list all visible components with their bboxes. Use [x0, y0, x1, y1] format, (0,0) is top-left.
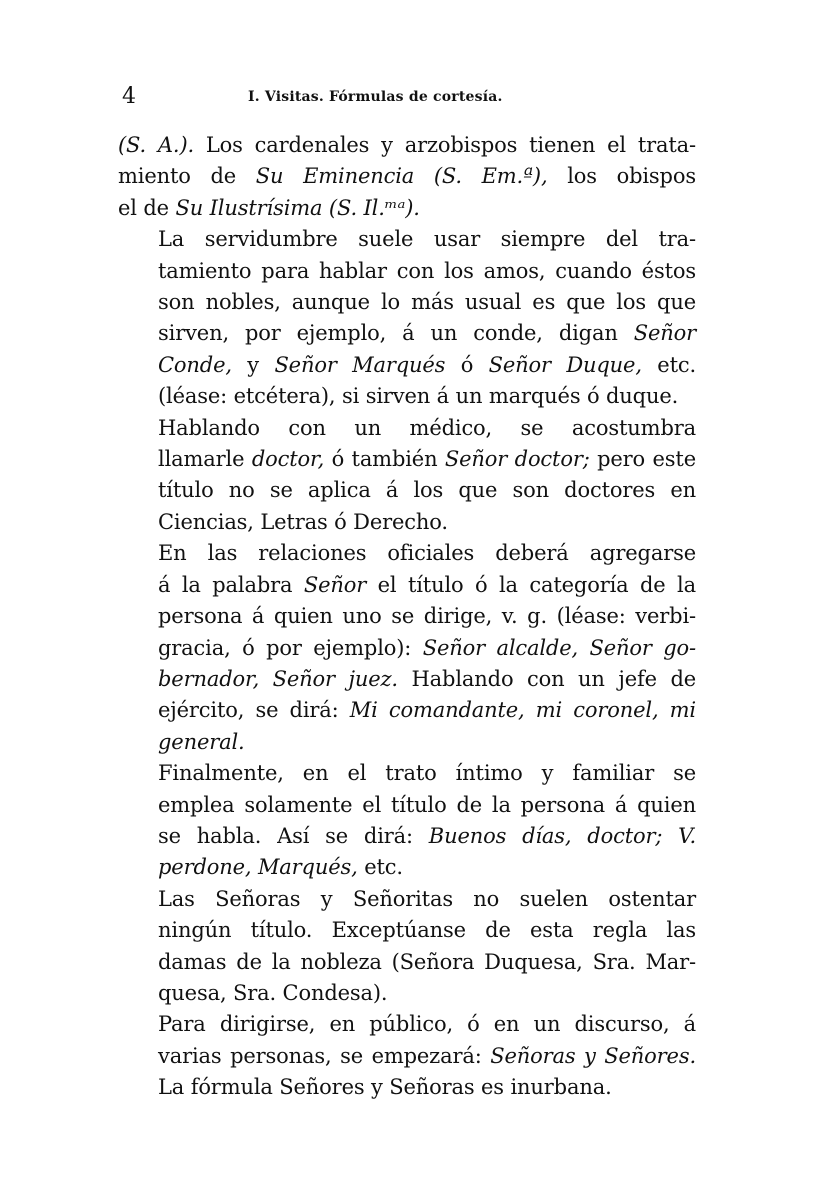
text-line	[118, 475, 696, 506]
text-line	[118, 130, 696, 161]
text-segment: son nobles, aunque lo más usual es que los que	[158, 290, 696, 315]
text-line	[118, 224, 696, 255]
text-segment: Ciencias, Letras ó Derecho.	[158, 509, 448, 534]
text-line	[118, 256, 696, 287]
text-line	[118, 915, 696, 946]
text-segment: En las relaciones oficiales deberá agregarse	[158, 541, 696, 566]
text-segment: se habla. Así se dirá:	[158, 823, 429, 848]
text-line	[118, 350, 696, 381]
italic-text: Su Eminencia (S. Em.ª),	[255, 164, 548, 189]
text-segment: llamarle	[158, 447, 252, 472]
text-segment: ó	[445, 352, 489, 377]
text-line	[118, 884, 696, 915]
paragraph	[118, 758, 696, 884]
text-line	[118, 1041, 696, 1072]
text-segment: Hablando con un médico, se acostumbra	[158, 415, 696, 440]
paragraph	[118, 884, 696, 1010]
text-segment: tamiento para hablar con los amos, cuando éstos	[158, 258, 696, 283]
italic-text: Señor Duque,	[488, 352, 642, 377]
italic-text: Señor	[303, 572, 367, 597]
text-segment: La fórmula Señores y Señoras es inurbana.	[158, 1075, 612, 1100]
text-segment: etc.	[357, 855, 403, 880]
italic-text: Señor Marqués	[274, 352, 446, 377]
body-text	[118, 130, 696, 1104]
text-segment: Las Señoras y Señoritas no suelen ostentar	[158, 886, 696, 911]
text-line	[118, 790, 696, 821]
italic-text: Mi comandante, mi coronel, mi	[349, 698, 696, 723]
text-segment: (léase: etcétera), si sirven á un marqués ó duque.	[158, 384, 679, 409]
italic-text: Conde,	[158, 352, 232, 377]
text-segment: á la palabra	[158, 572, 304, 597]
text-segment: el de	[118, 195, 176, 220]
text-segment: La servidumbre suele usar siempre del tra-	[158, 227, 696, 252]
text-segment: título no se aplica á los que son doctores en	[158, 478, 696, 503]
paragraph	[118, 130, 696, 224]
italic-text: Buenos días, doctor; V.	[428, 823, 697, 848]
paragraph	[118, 1009, 696, 1103]
text-line	[118, 570, 696, 601]
text-line	[118, 633, 696, 664]
text-segment: ejército, se dirá:	[158, 698, 350, 723]
text-line	[118, 193, 696, 224]
running-head: I. Visitas. Fórmulas de cortesía.	[248, 89, 503, 105]
text-line	[118, 1072, 696, 1103]
text-line	[118, 381, 696, 412]
text-segment: y	[231, 352, 275, 377]
text-segment: emplea solamente el título de la persona á quien	[158, 792, 696, 817]
text-segment: el título ó la categoría de la	[366, 572, 696, 597]
page-header	[118, 84, 700, 114]
text-line	[118, 538, 696, 569]
italic-text: (S. A.).	[118, 133, 195, 157]
italic-text: Señor	[633, 321, 696, 346]
text-line	[118, 758, 696, 789]
text-segment: gracia, ó por ejemplo):	[158, 635, 423, 660]
text-line	[118, 821, 696, 852]
text-segment: ningún título. Exceptúanse de esta regla las	[158, 918, 696, 943]
text-line	[118, 695, 696, 726]
italic-text: doctor,	[251, 447, 325, 472]
text-segment: Finalmente, en el trato íntimo y familiar se	[158, 761, 696, 786]
italic-text: Su Ilustrísima (S. Il.ᵐᵃ).	[175, 195, 420, 220]
text-line	[118, 852, 696, 883]
italic-text: perdone, Marqués,	[158, 855, 358, 880]
text-segment: los obispos	[547, 164, 696, 189]
paragraph	[118, 224, 696, 412]
text-line	[118, 601, 696, 632]
text-segment: Los cardenales y arzobispos tienen el trata-	[194, 133, 696, 157]
paragraph	[118, 538, 696, 758]
text-segment: varias personas, se empezará:	[158, 1043, 491, 1068]
text-segment: etc.	[641, 352, 696, 377]
text-segment: Para dirigirse, en público, ó en un discurso, á	[158, 1012, 696, 1037]
italic-text: bernador, Señor juez.	[158, 666, 398, 691]
text-segment: ó también	[324, 447, 445, 472]
text-line	[118, 318, 696, 349]
text-line	[118, 413, 696, 444]
text-line	[118, 444, 696, 475]
text-segment: miento de	[118, 164, 256, 189]
text-line	[118, 947, 696, 978]
page-number: 4	[122, 84, 136, 109]
text-segment: persona á quien uno se dirige, v. g. (léase: verbi-	[158, 604, 696, 629]
text-segment: Hablando con un jefe de	[397, 666, 697, 691]
italic-text: Señoras y Señores.	[490, 1043, 696, 1068]
text-line	[118, 664, 696, 695]
italic-text: general.	[158, 729, 245, 754]
text-line	[118, 727, 696, 758]
text-segment: quesa, Sra. Condesa).	[158, 980, 388, 1005]
text-line	[118, 1009, 696, 1040]
italic-text: Señor alcalde, Señor go-	[422, 635, 696, 660]
text-segment: sirven, por ejemplo, á un conde, digan	[158, 321, 634, 346]
text-segment: damas de la nobleza (Señora Duquesa, Sra. Mar-	[158, 949, 696, 974]
text-segment: pero este	[589, 447, 696, 472]
text-line	[118, 978, 696, 1009]
italic-text: Señor doctor;	[444, 447, 590, 472]
paragraph	[118, 413, 696, 539]
text-line	[118, 287, 696, 318]
text-line	[118, 507, 696, 538]
text-line	[118, 161, 696, 192]
